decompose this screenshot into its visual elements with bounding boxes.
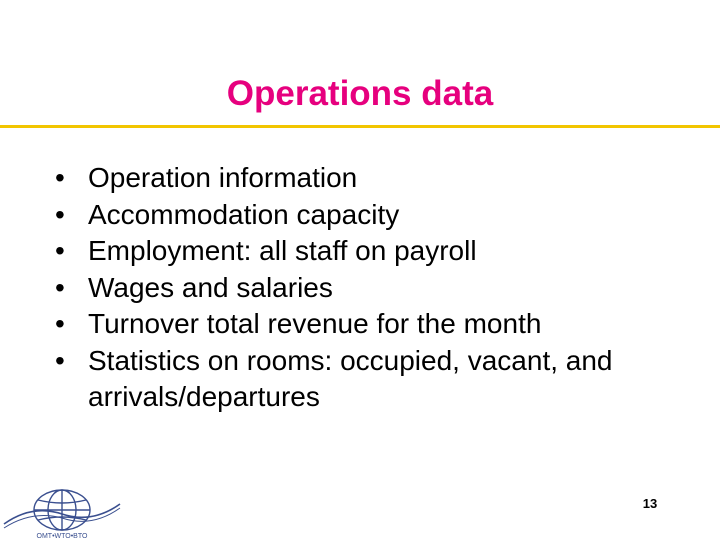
bullet-text: Turnover total revenue for the month xyxy=(88,308,542,339)
bullet-item xyxy=(55,233,695,270)
bullet-dot: • xyxy=(55,344,65,376)
bullet-dot: • xyxy=(55,235,65,266)
bullet-dot: • xyxy=(55,162,65,193)
bullet-text: Wages and salaries xyxy=(88,271,333,303)
bullet-dot: • xyxy=(55,308,65,339)
bullet-text: Statistics on rooms: occupied, vacant, and arrivals/departures xyxy=(88,344,613,412)
bullet-text: Operation information xyxy=(88,162,358,193)
bullet-list xyxy=(55,160,695,416)
logo-text: OMT•WTO•BTO xyxy=(36,533,88,540)
globe-logo-icon xyxy=(2,488,122,540)
page-number: 13 xyxy=(642,496,658,511)
bullet-item xyxy=(55,270,695,307)
bullet-item xyxy=(55,306,695,343)
title-divider xyxy=(0,125,720,128)
bullet-dot: • xyxy=(55,198,65,230)
slide-title: Operations data xyxy=(226,74,494,113)
bullet-item xyxy=(55,160,695,197)
bullet-item xyxy=(55,343,695,416)
bullet-dot: • xyxy=(55,271,65,303)
bullet-item xyxy=(55,197,695,234)
bullet-text: Accommodation capacity xyxy=(88,198,400,230)
bullet-text: Employment: all staff on payroll xyxy=(88,235,477,266)
